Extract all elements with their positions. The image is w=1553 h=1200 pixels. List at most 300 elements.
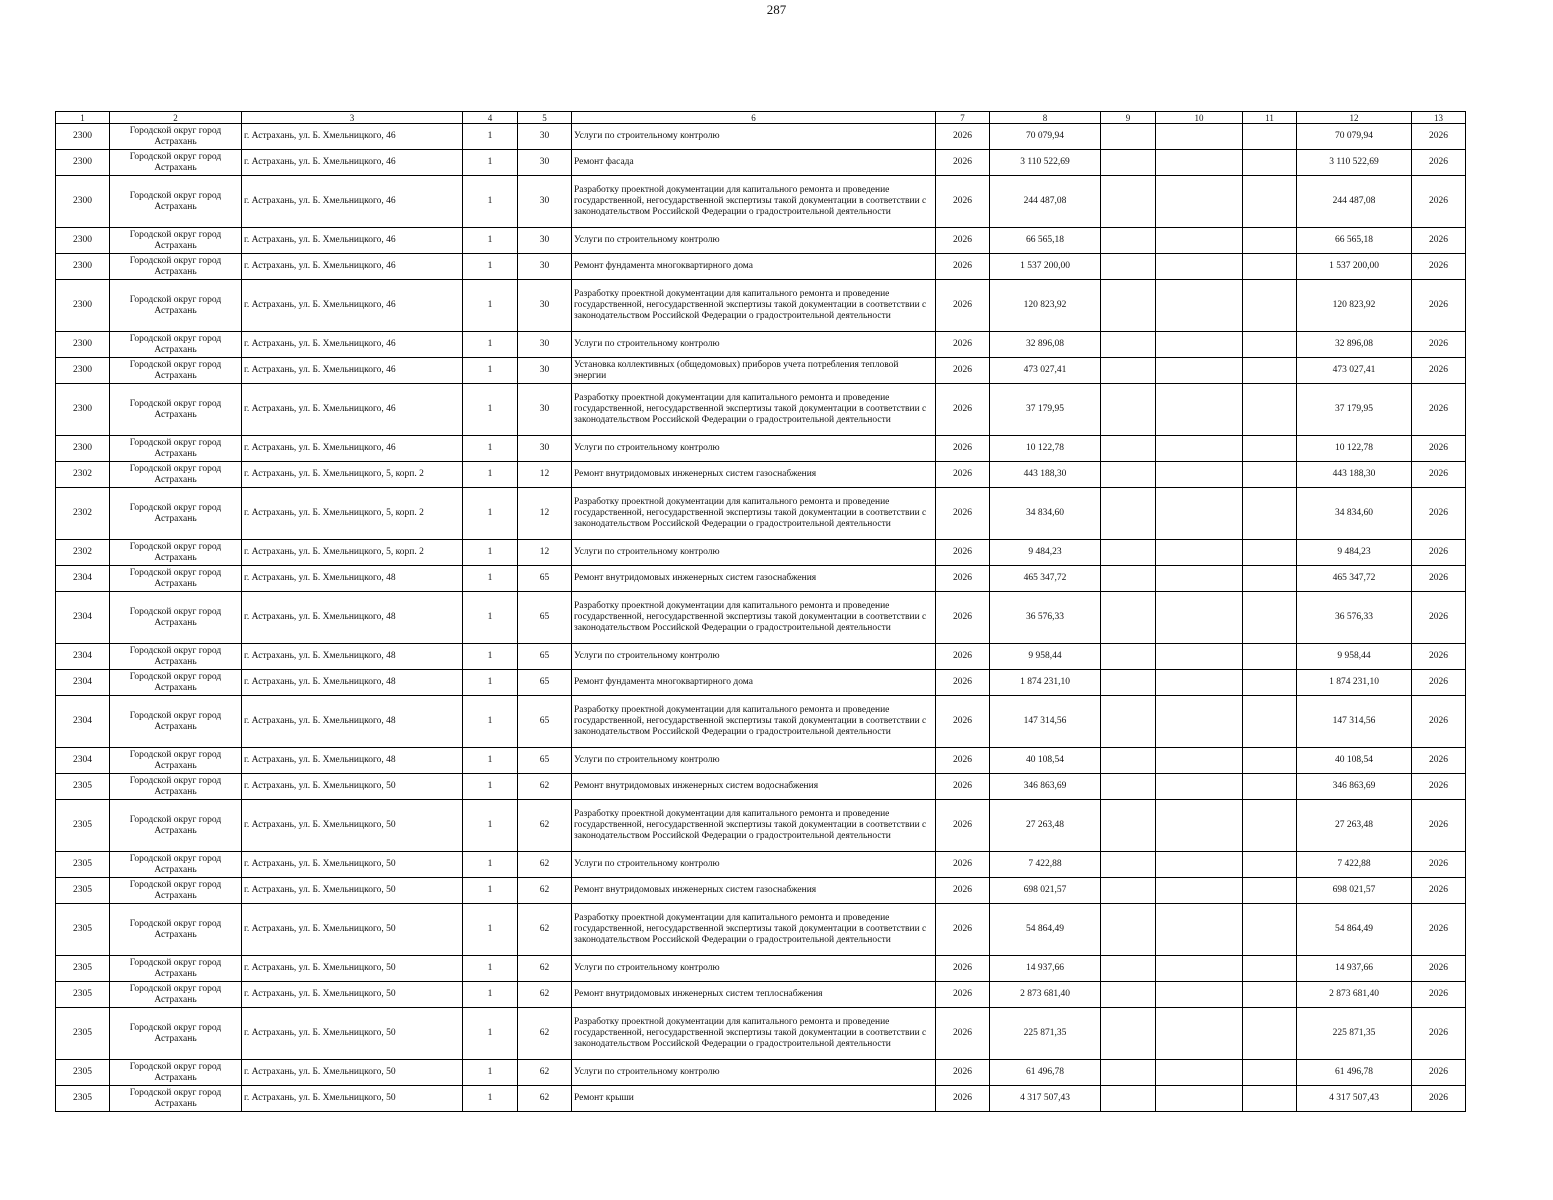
col5-cell: 12 [518,462,572,488]
col10-cell [1156,774,1243,800]
table-row [56,436,1466,462]
table-body [56,112,1466,1112]
end-year-cell: 2026 [1412,228,1466,254]
col5-cell: 65 [518,592,572,644]
total-amount-cell: 443 188,30 [1297,462,1412,488]
col5-cell: 65 [518,696,572,748]
total-amount-cell: 244 487,08 [1297,176,1412,228]
year-cell: 2026 [936,982,990,1008]
row-id-cell: 2300 [56,254,110,280]
year-cell: 2026 [936,592,990,644]
col4-cell: 1 [463,280,518,332]
work-type-cell: Услуги по строительному контролю [572,124,936,150]
col4-cell: 1 [463,956,518,982]
total-amount-cell: 32 896,08 [1297,332,1412,358]
table-row [56,462,1466,488]
row-id-cell: 2305 [56,1086,110,1112]
year-cell: 2026 [936,540,990,566]
col5-cell: 62 [518,956,572,982]
year-cell: 2026 [936,384,990,436]
work-type-cell: Ремонт фасада [572,150,936,176]
col11-cell [1243,878,1297,904]
col4-cell: 1 [463,670,518,696]
end-year-cell: 2026 [1412,670,1466,696]
amount-cell: 10 122,78 [990,436,1101,462]
row-id-cell: 2300 [56,228,110,254]
work-type-cell: Услуги по строительному контролю [572,332,936,358]
col11-cell [1243,852,1297,878]
col9-cell [1101,1008,1156,1060]
table-row [56,956,1466,982]
municipality-cell: Городской округ город Астрахань [110,696,242,748]
address-cell: г. Астрахань, ул. Б. Хмельницкого, 50 [242,878,463,904]
col10-cell [1156,358,1243,384]
col11-cell [1243,358,1297,384]
address-cell: г. Астрахань, ул. Б. Хмельницкого, 5, корп. 2 [242,540,463,566]
address-cell: г. Астрахань, ул. Б. Хмельницкого, 48 [242,592,463,644]
total-amount-cell: 9 958,44 [1297,644,1412,670]
col11-cell [1243,540,1297,566]
amount-cell: 66 565,18 [990,228,1101,254]
col11-cell [1243,982,1297,1008]
table-row [56,852,1466,878]
total-amount-cell: 225 871,35 [1297,1008,1412,1060]
col9-cell [1101,540,1156,566]
col9-cell [1101,774,1156,800]
amount-cell: 698 021,57 [990,878,1101,904]
column-header: 1 [56,112,110,124]
amount-cell: 120 823,92 [990,280,1101,332]
address-cell: г. Астрахань, ул. Б. Хмельницкого, 5, корп. 2 [242,488,463,540]
year-cell: 2026 [936,228,990,254]
total-amount-cell: 34 834,60 [1297,488,1412,540]
col10-cell [1156,800,1243,852]
work-type-cell: Ремонт внутридомовых инженерных систем газоснабжения [572,462,936,488]
table-row [56,150,1466,176]
row-id-cell: 2300 [56,332,110,358]
year-cell: 2026 [936,254,990,280]
col9-cell [1101,150,1156,176]
end-year-cell: 2026 [1412,982,1466,1008]
table-row [56,280,1466,332]
amount-cell: 61 496,78 [990,1060,1101,1086]
amount-cell: 465 347,72 [990,566,1101,592]
col5-cell: 62 [518,1008,572,1060]
total-amount-cell: 147 314,56 [1297,696,1412,748]
address-cell: г. Астрахань, ул. Б. Хмельницкого, 50 [242,1086,463,1112]
year-cell: 2026 [936,150,990,176]
year-cell: 2026 [936,1086,990,1112]
work-type-cell: Услуги по строительному контролю [572,748,936,774]
amount-cell: 346 863,69 [990,774,1101,800]
end-year-cell: 2026 [1412,696,1466,748]
total-amount-cell: 66 565,18 [1297,228,1412,254]
col9-cell [1101,332,1156,358]
municipality-cell: Городской округ город Астрахань [110,436,242,462]
total-amount-cell: 70 079,94 [1297,124,1412,150]
year-cell: 2026 [936,176,990,228]
column-header: 8 [990,112,1101,124]
amount-cell: 9 958,44 [990,644,1101,670]
amount-cell: 1 537 200,00 [990,254,1101,280]
work-type-cell: Разработку проектной документации для капитального ремонта и проведение государственной, негосударственной экспертизы такой документации в соответствии с законодательством Российской Федерации о градостроительной деятельности [572,488,936,540]
column-header: 7 [936,112,990,124]
municipality-cell: Городской округ город Астрахань [110,176,242,228]
col4-cell: 1 [463,176,518,228]
row-id-cell: 2305 [56,904,110,956]
col5-cell: 30 [518,280,572,332]
table-row [56,904,1466,956]
col10-cell [1156,1008,1243,1060]
table-row [56,982,1466,1008]
table-row [56,748,1466,774]
municipality-cell: Городской округ город Астрахань [110,540,242,566]
address-cell: г. Астрахань, ул. Б. Хмельницкого, 50 [242,800,463,852]
col11-cell [1243,254,1297,280]
address-cell: г. Астрахань, ул. Б. Хмельницкого, 48 [242,566,463,592]
capital-repair-table [55,111,1466,1112]
work-type-cell: Ремонт фундамента многоквартирного дома [572,254,936,280]
amount-cell: 473 027,41 [990,358,1101,384]
municipality-cell: Городской округ город Астрахань [110,124,242,150]
table-row [56,384,1466,436]
table-row [56,878,1466,904]
col9-cell [1101,644,1156,670]
table-row [56,228,1466,254]
row-id-cell: 2302 [56,462,110,488]
total-amount-cell: 9 484,23 [1297,540,1412,566]
column-header: 12 [1297,112,1412,124]
amount-cell: 147 314,56 [990,696,1101,748]
col10-cell [1156,384,1243,436]
work-type-cell: Разработку проектной документации для капитального ремонта и проведение государственной, негосударственной экспертизы такой документации в соответствии с законодательством Российской Федерации о градостроительной деятельности [572,904,936,956]
table-row [56,1060,1466,1086]
col10-cell [1156,956,1243,982]
work-type-cell: Ремонт внутридомовых инженерных систем газоснабжения [572,566,936,592]
col11-cell [1243,1060,1297,1086]
work-type-cell: Услуги по строительному контролю [572,956,936,982]
end-year-cell: 2026 [1412,644,1466,670]
amount-cell: 27 263,48 [990,800,1101,852]
table-row [56,358,1466,384]
column-header: 2 [110,112,242,124]
end-year-cell: 2026 [1412,176,1466,228]
col4-cell: 1 [463,150,518,176]
table-row [56,124,1466,150]
page-number: 287 [766,2,787,17]
end-year-cell: 2026 [1412,384,1466,436]
row-id-cell: 2302 [56,540,110,566]
col4-cell: 1 [463,358,518,384]
address-cell: г. Астрахань, ул. Б. Хмельницкого, 46 [242,150,463,176]
year-cell: 2026 [936,956,990,982]
address-cell: г. Астрахань, ул. Б. Хмельницкого, 46 [242,280,463,332]
col9-cell [1101,982,1156,1008]
work-type-cell: Услуги по строительному контролю [572,228,936,254]
end-year-cell: 2026 [1412,592,1466,644]
work-type-cell: Ремонт внутридомовых инженерных систем водоснабжения [572,774,936,800]
col9-cell [1101,1086,1156,1112]
municipality-cell: Городской округ город Астрахань [110,904,242,956]
municipality-cell: Городской округ город Астрахань [110,1086,242,1112]
total-amount-cell: 465 347,72 [1297,566,1412,592]
row-id-cell: 2304 [56,696,110,748]
row-id-cell: 2305 [56,774,110,800]
col11-cell [1243,1086,1297,1112]
col4-cell: 1 [463,228,518,254]
total-amount-cell: 36 576,33 [1297,592,1412,644]
total-amount-cell: 1 874 231,10 [1297,670,1412,696]
column-header: 11 [1243,112,1297,124]
col10-cell [1156,280,1243,332]
end-year-cell: 2026 [1412,1060,1466,1086]
col11-cell [1243,800,1297,852]
year-cell: 2026 [936,748,990,774]
col10-cell [1156,228,1243,254]
municipality-cell: Городской округ город Астрахань [110,956,242,982]
row-id-cell: 2302 [56,488,110,540]
col4-cell: 1 [463,774,518,800]
row-id-cell: 2305 [56,1008,110,1060]
amount-cell: 34 834,60 [990,488,1101,540]
col5-cell: 30 [518,436,572,462]
col11-cell [1243,488,1297,540]
total-amount-cell: 40 108,54 [1297,748,1412,774]
col11-cell [1243,592,1297,644]
year-cell: 2026 [936,800,990,852]
table-row [56,1008,1466,1060]
total-amount-cell: 10 122,78 [1297,436,1412,462]
address-cell: г. Астрахань, ул. Б. Хмельницкого, 50 [242,852,463,878]
table-row [56,644,1466,670]
col11-cell [1243,748,1297,774]
amount-cell: 7 422,88 [990,852,1101,878]
address-cell: г. Астрахань, ул. Б. Хмельницкого, 50 [242,904,463,956]
end-year-cell: 2026 [1412,852,1466,878]
address-cell: г. Астрахань, ул. Б. Хмельницкого, 50 [242,774,463,800]
col5-cell: 30 [518,384,572,436]
work-type-cell: Разработку проектной документации для капитального ремонта и проведение государственной, негосударственной экспертизы такой документации в соответствии с законодательством Российской Федерации о градостроительной деятельности [572,592,936,644]
col11-cell [1243,332,1297,358]
end-year-cell: 2026 [1412,462,1466,488]
col5-cell: 62 [518,1086,572,1112]
amount-cell: 244 487,08 [990,176,1101,228]
col11-cell [1243,176,1297,228]
total-amount-cell: 4 317 507,43 [1297,1086,1412,1112]
col4-cell: 1 [463,800,518,852]
municipality-cell: Городской округ город Астрахань [110,982,242,1008]
address-cell: г. Астрахань, ул. Б. Хмельницкого, 50 [242,982,463,1008]
row-id-cell: 2300 [56,436,110,462]
year-cell: 2026 [936,124,990,150]
work-type-cell: Разработку проектной документации для капитального ремонта и проведение государственной, негосударственной экспертизы такой документации в соответствии с законодательством Российской Федерации о градостроительной деятельности [572,696,936,748]
col4-cell: 1 [463,332,518,358]
col5-cell: 62 [518,852,572,878]
col5-cell: 12 [518,540,572,566]
col5-cell: 65 [518,644,572,670]
col5-cell: 62 [518,1060,572,1086]
municipality-cell: Городской округ город Астрахань [110,644,242,670]
address-cell: г. Астрахань, ул. Б. Хмельницкого, 46 [242,176,463,228]
row-id-cell: 2305 [56,800,110,852]
col11-cell [1243,956,1297,982]
col9-cell [1101,384,1156,436]
table-row [56,1086,1466,1112]
year-cell: 2026 [936,904,990,956]
end-year-cell: 2026 [1412,748,1466,774]
work-type-cell: Разработку проектной документации для капитального ремонта и проведение государственной, негосударственной экспертизы такой документации в соответствии с законодательством Российской Федерации о градостроительной деятельности [572,1008,936,1060]
col5-cell: 30 [518,358,572,384]
work-type-cell: Ремонт внутридомовых инженерных систем теплоснабжения [572,982,936,1008]
col10-cell [1156,540,1243,566]
col9-cell [1101,566,1156,592]
col4-cell: 1 [463,1008,518,1060]
col9-cell [1101,436,1156,462]
col10-cell [1156,124,1243,150]
address-cell: г. Астрахань, ул. Б. Хмельницкого, 5, корп. 2 [242,462,463,488]
amount-cell: 4 317 507,43 [990,1086,1101,1112]
end-year-cell: 2026 [1412,774,1466,800]
address-cell: г. Астрахань, ул. Б. Хмельницкого, 46 [242,124,463,150]
amount-cell: 70 079,94 [990,124,1101,150]
amount-cell: 3 110 522,69 [990,150,1101,176]
address-cell: г. Астрахань, ул. Б. Хмельницкого, 48 [242,644,463,670]
year-cell: 2026 [936,696,990,748]
col10-cell [1156,592,1243,644]
col11-cell [1243,280,1297,332]
col5-cell: 30 [518,124,572,150]
col5-cell: 30 [518,228,572,254]
address-cell: г. Астрахань, ул. Б. Хмельницкого, 48 [242,748,463,774]
municipality-cell: Городской округ город Астрахань [110,358,242,384]
amount-cell: 32 896,08 [990,332,1101,358]
end-year-cell: 2026 [1412,956,1466,982]
row-id-cell: 2304 [56,566,110,592]
column-header: 6 [572,112,936,124]
row-id-cell: 2300 [56,358,110,384]
work-type-cell: Услуги по строительному контролю [572,436,936,462]
col10-cell [1156,696,1243,748]
col4-cell: 1 [463,696,518,748]
address-cell: г. Астрахань, ул. Б. Хмельницкого, 50 [242,1008,463,1060]
table-row [56,696,1466,748]
end-year-cell: 2026 [1412,566,1466,592]
col11-cell [1243,124,1297,150]
municipality-cell: Городской округ город Астрахань [110,384,242,436]
year-cell: 2026 [936,878,990,904]
end-year-cell: 2026 [1412,904,1466,956]
amount-cell: 54 864,49 [990,904,1101,956]
col5-cell: 62 [518,904,572,956]
column-header: 5 [518,112,572,124]
col10-cell [1156,748,1243,774]
column-header: 9 [1101,112,1156,124]
address-cell: г. Астрахань, ул. Б. Хмельницкого, 50 [242,1060,463,1086]
municipality-cell: Городской округ город Астрахань [110,254,242,280]
year-cell: 2026 [936,644,990,670]
work-type-cell: Услуги по строительному контролю [572,644,936,670]
col4-cell: 1 [463,904,518,956]
municipality-cell: Городской округ город Астрахань [110,800,242,852]
col11-cell [1243,436,1297,462]
work-type-cell: Ремонт внутридомовых инженерных систем газоснабжения [572,878,936,904]
address-cell: г. Астрахань, ул. Б. Хмельницкого, 46 [242,228,463,254]
table-row [56,254,1466,280]
total-amount-cell: 120 823,92 [1297,280,1412,332]
end-year-cell: 2026 [1412,150,1466,176]
table-row [56,566,1466,592]
end-year-cell: 2026 [1412,878,1466,904]
work-type-cell: Услуги по строительному контролю [572,540,936,566]
year-cell: 2026 [936,436,990,462]
row-id-cell: 2300 [56,124,110,150]
col9-cell [1101,358,1156,384]
row-id-cell: 2300 [56,384,110,436]
col10-cell [1156,462,1243,488]
total-amount-cell: 27 263,48 [1297,800,1412,852]
total-amount-cell: 1 537 200,00 [1297,254,1412,280]
col4-cell: 1 [463,124,518,150]
end-year-cell: 2026 [1412,1086,1466,1112]
col10-cell [1156,254,1243,280]
col4-cell: 1 [463,1086,518,1112]
row-id-cell: 2304 [56,748,110,774]
end-year-cell: 2026 [1412,358,1466,384]
row-id-cell: 2304 [56,592,110,644]
total-amount-cell: 473 027,41 [1297,358,1412,384]
column-header: 3 [242,112,463,124]
col4-cell: 1 [463,436,518,462]
municipality-cell: Городской округ город Астрахань [110,592,242,644]
row-id-cell: 2300 [56,150,110,176]
amount-cell: 40 108,54 [990,748,1101,774]
col9-cell [1101,852,1156,878]
work-type-cell: Разработку проектной документации для капитального ремонта и проведение государственной, негосударственной экспертизы такой документации в соответствии с законодательством Российской Федерации о градостроительной деятельности [572,176,936,228]
year-cell: 2026 [936,852,990,878]
col4-cell: 1 [463,982,518,1008]
total-amount-cell: 61 496,78 [1297,1060,1412,1086]
total-amount-cell: 7 422,88 [1297,852,1412,878]
address-cell: г. Астрахань, ул. Б. Хмельницкого, 46 [242,384,463,436]
col5-cell: 62 [518,878,572,904]
address-cell: г. Астрахань, ул. Б. Хмельницкого, 46 [242,436,463,462]
municipality-cell: Городской округ город Астрахань [110,150,242,176]
municipality-cell: Городской округ город Астрахань [110,1008,242,1060]
end-year-cell: 2026 [1412,1008,1466,1060]
municipality-cell: Городской округ город Астрахань [110,462,242,488]
year-cell: 2026 [936,1060,990,1086]
year-cell: 2026 [936,1008,990,1060]
col4-cell: 1 [463,878,518,904]
col10-cell [1156,1086,1243,1112]
row-id-cell: 2304 [56,644,110,670]
address-cell: г. Астрахань, ул. Б. Хмельницкого, 48 [242,670,463,696]
end-year-cell: 2026 [1412,540,1466,566]
amount-cell: 36 576,33 [990,592,1101,644]
col11-cell [1243,384,1297,436]
year-cell: 2026 [936,670,990,696]
col5-cell: 62 [518,774,572,800]
col11-cell [1243,644,1297,670]
col11-cell [1243,228,1297,254]
municipality-cell: Городской округ город Астрахань [110,670,242,696]
municipality-cell: Городской округ город Астрахань [110,280,242,332]
total-amount-cell: 346 863,69 [1297,774,1412,800]
col5-cell: 62 [518,800,572,852]
col11-cell [1243,150,1297,176]
col9-cell [1101,280,1156,332]
col5-cell: 65 [518,670,572,696]
